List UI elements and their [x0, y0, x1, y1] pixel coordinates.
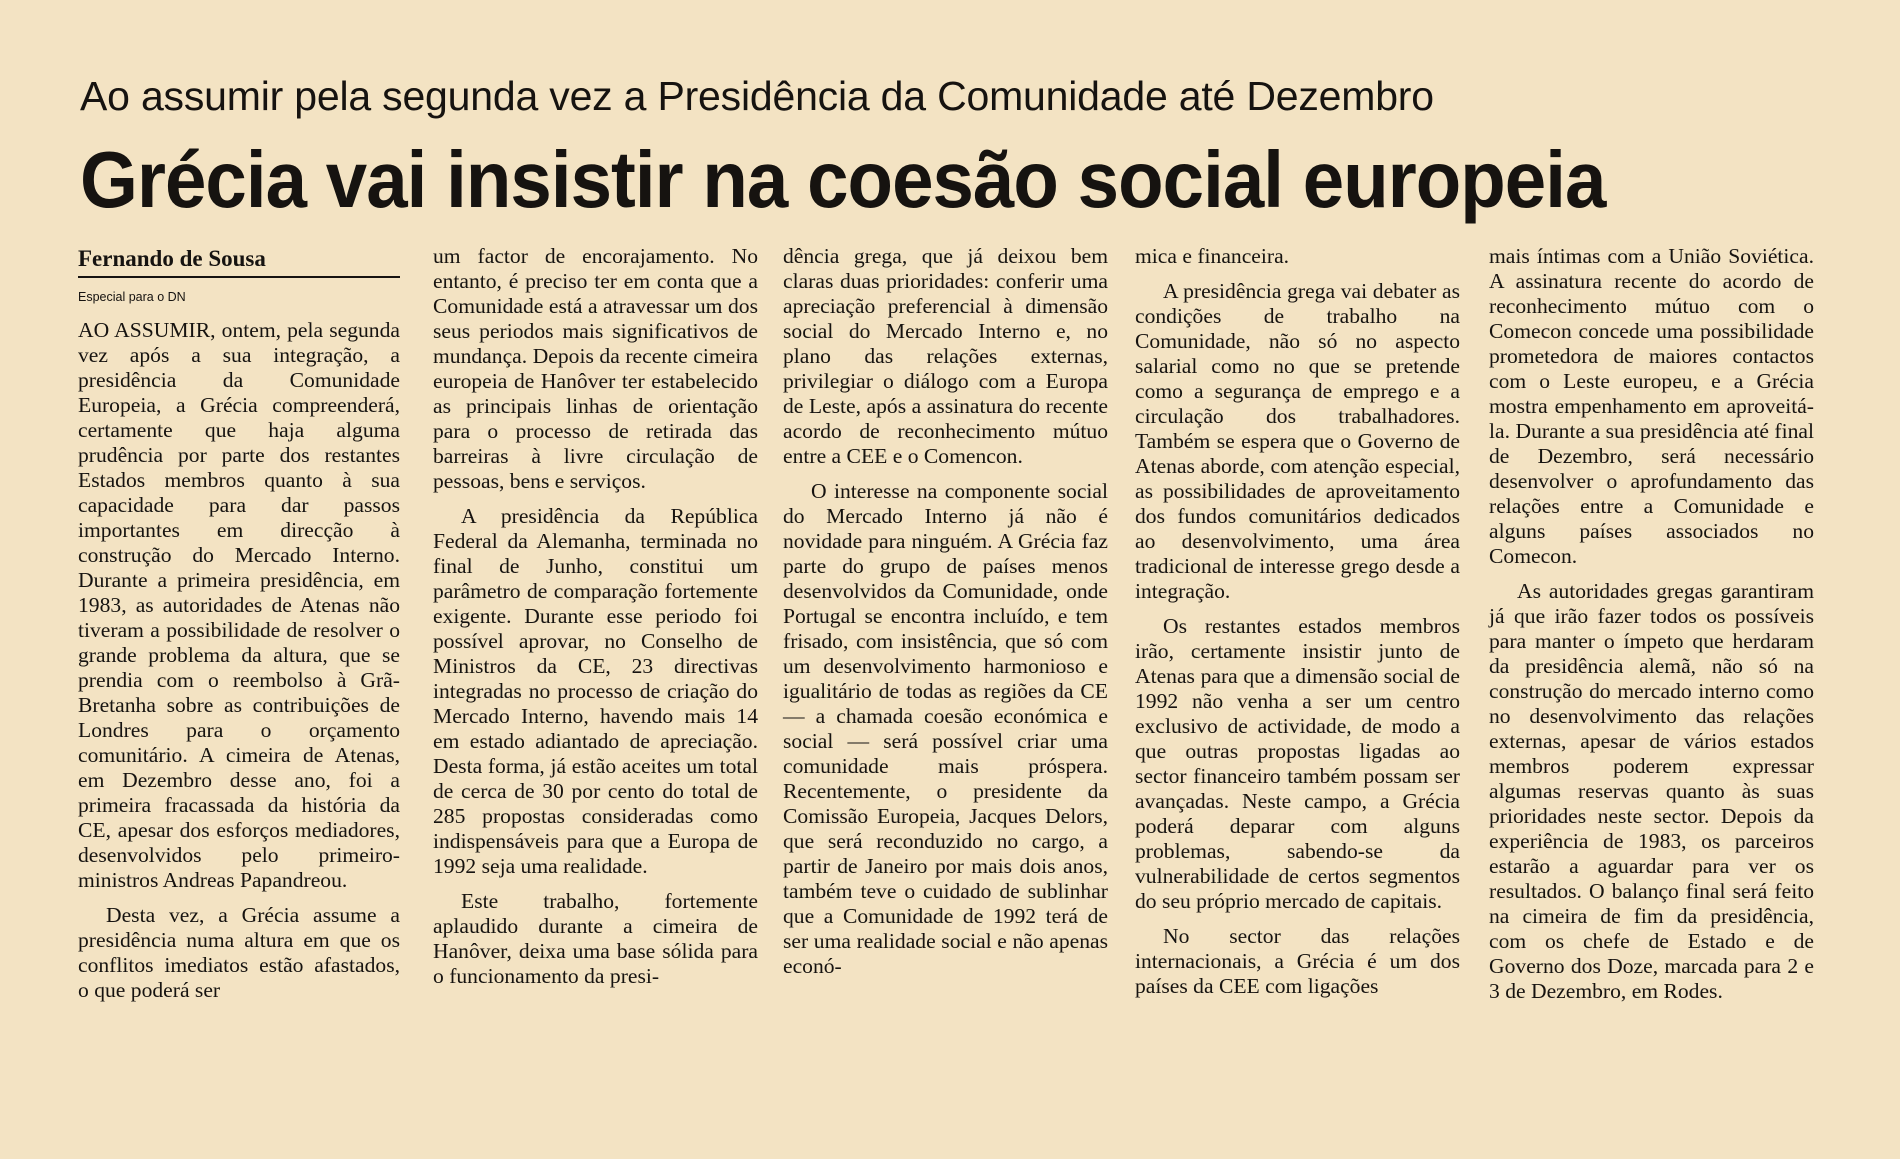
article-column-3: [783, 244, 1108, 979]
paragraph: A presidência da República Federal da Alemanha, terminada no final de Junho, constitui um parâmetro de comparação fortemente exigente. Durante esse periodo foi possível aprovar, no Conselho de Ministros da CE, 23 directivas integradas no processo de criação do Mercado Interno, havendo mais 14 em estado adiantado de apreciação. Desta forma, já estão aceites um total de cerca de 30 por cento do total de 285 propostas consideradas como indispensáveis para que a Europa de 1992 seja uma realidade.: [433, 504, 758, 878]
paragraph: Desta vez, a Grécia assume a presidência numa altura em que os conflitos imediatos estão afastados, o que poderá ser: [78, 903, 400, 1002]
special-credit: Especial para o DN: [78, 290, 186, 304]
paragraph: mais íntimas com a União Soviética. A assinatura recente do acordo de reconhecimento mútuo com o Comecon concede uma possibilidade prometedora de maiores contactos com o Leste europeu, e a Grécia mostra empenhamento em aproveitá-la. Durante a sua presidência até final de Dezembro, será necessário desenvolver o aprofundamento das relações entre a Comunidade e alguns países associados no Comecon.: [1489, 244, 1814, 568]
article-headline: Grécia vai insistir na coesão social europeia: [80, 135, 1606, 224]
lead-caps: AO ASSUMIR: [78, 318, 211, 342]
article-column-1: [78, 246, 400, 1003]
paragraph: mica e financeira.: [1135, 244, 1290, 268]
paragraph: O interesse na componente social do Mercado Interno já não é novidade para ninguém. A Grécia faz parte do grupo de países menos desenvolvidos da Comunidade, onde Portugal se encontra incluído, e tem frisado, com insistência, que só com um desenvolvimento harmonioso e igualitário de todas as regiões da CE — a chamada coesão económica e social — será possível criar uma comunidade mais próspera. Recentemente, o presidente da Comissão Europeia, Jacques Delors, que será reconduzido no cargo, a partir de Janeiro por mais dois anos, também teve o cuidado de sublinhar que a Comunidade de 1992 terá de ser uma realidade social e não apenas econó-: [783, 479, 1108, 978]
lead-paragraph: [78, 318, 400, 893]
paragraph: A presidência grega vai debater as condições de trabalho na Comunidade, não só no aspecto salarial como no que se pretende como a segurança de emprego e a circulação dos trabalhadores. Também se espera que o Governo de Atenas aborde, com atenção especial, as possibilidades de aproveitamento dos fundos comunitários dedicados ao desenvolvimento, uma área tradicional de interesse grego desde a integração.: [1135, 279, 1460, 603]
paragraph: As autoridades gregas garantiram já que irão fazer todos os possíveis para manter o ímpeto que herdaram da presidência alemã, não só na construção do mercado interno como no desenvolvimento das relações externas, apesar de vários estados membros poderem expressar algumas reservas quanto às suas prioridades neste sector. Depois da experiência de 1983, os parceiros estarão a aguardar para ver os resultados. O balanço final será feito na cimeira de fim da presidência, com os chefe de Estado e de Governo dos Doze, marcada para 2 e 3 de Dezembro, em Rodes.: [1489, 579, 1814, 1003]
lead-text: , ontem, pela segunda vez após a sua integração, a presidência da Comunidade Europeia, a Grécia compreenderá, certamente que haja alguma prudência por parte dos restantes Estados membros quanto à sua capacidade para dar passos importantes em direcção à construção do Mercado Interno. Durante a primeira presidência, em 1983, as autoridades de Atenas não tiveram a possibilidade de resolver o grande problema da altura, que se prendia com o reembolso à Grã-Bretanha sobre as contribuições de Londres para o orçamento comunitário. A cimeira de Atenas, em Dezembro desse ano, foi a primeira fracassada da história da CE, apesar dos esforços mediadores, desenvolvidos pelo primeiro-ministros Andreas Papandreou.: [78, 318, 400, 892]
paragraph: No sector das relações internacionais, a Grécia é um dos países da CEE com ligações: [1135, 924, 1460, 998]
byline: Fernando de Sousa: [78, 246, 400, 278]
article-kicker: Ao assumir pela segunda vez a Presidência da Comunidade até Dezembro: [80, 73, 1434, 119]
paragraph: dência grega, que já deixou bem claras duas prioridades: conferir uma apreciação preferencial à dimensão social do Mercado Interno e, no plano das relações externas, privilegiar o diálogo com a Europa de Leste, após a assinatura do recente acordo de reconhecimento mútuo entre a CEE e o Comencon.: [783, 244, 1108, 468]
paragraph: um factor de encorajamento. No entanto, é preciso ter em conta que a Comunidade está a atravessar um dos seus periodos mais significativos de mundança. Depois da recente cimeira europeia de Hanôver ter estabelecido as principais linhas de orientação para o processo de retirada das barreiras à livre circulação de pessoas, bens e serviços.: [433, 244, 758, 493]
paragraph: Este trabalho, fortemente aplaudido durante a cimeira de Hanôver, deixa uma base sólida para o funcionamento da presi-: [433, 889, 758, 988]
paragraph: Os restantes estados membros irão, certamente insistir junto de Atenas para que a dimensão social de 1992 não venha a ser um centro exclusivo de actividade, de modo a que outras propostas ligadas ao sector financeiro também possam ser avançadas. Neste campo, a Grécia poderá deparar com alguns problemas, sabendo-se da vulnerabilidade de certos segmentos do seu próprio mercado de capitais.: [1135, 614, 1460, 913]
article-column-2: [433, 244, 758, 989]
article-column-5: [1489, 244, 1814, 1004]
article-column-4: [1135, 244, 1460, 999]
